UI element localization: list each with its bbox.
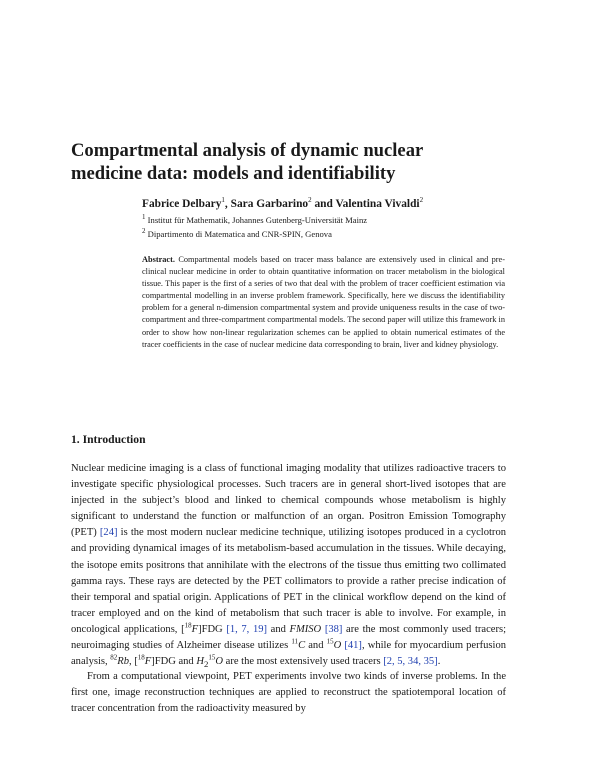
author-separator: , <box>224 197 231 210</box>
affiliation-mark: 1 <box>221 196 225 204</box>
text-run: ]FDG and <box>151 656 197 668</box>
author-name: Valentina Vivaldi <box>335 197 420 210</box>
intro-paragraph <box>71 461 506 672</box>
affiliation <box>142 227 332 239</box>
citation-link[interactable]: [38] <box>324 623 343 635</box>
element-symbol: Rb <box>117 656 129 668</box>
paper-title: Compartmental analysis of dynamic nuclear medicine data: models and identifiability <box>71 140 423 184</box>
author-name: Fabrice Delbary <box>142 197 222 210</box>
citation-link[interactable]: [2, 5, 34, 35] <box>383 656 438 668</box>
text-run: are the most extensively used tracers <box>223 656 384 668</box>
element-symbol: H <box>196 656 204 668</box>
author-name: Sara Garbarino <box>230 197 309 210</box>
text-run: . <box>437 656 441 668</box>
citation-link[interactable]: [41] <box>344 640 362 652</box>
citation-link[interactable]: [24] <box>99 527 118 539</box>
abstract-label: Abstract. <box>142 255 175 264</box>
intro-paragraph-2: From a computational viewpoint, PET experiments involve two kinds of inverse problems. In the first one, image reconstruction techniques are applied to reconstruct the spatiotemporal location of tracer concentration from the radioactivity measured by <box>71 671 506 715</box>
abstract-text: Compartmental models based on tracer mass balance are extensively used in clinical and pre-clinical nuclear medicine in order to obtain quantitative information on tracer metabolism in the biological tissue. This paper is the first of a series of two that deal with the problem of tracer coefficient estimation via compartmental modelling in an inverse problem framework. Specifically, here we discuss the identifiability problem for a general n-dimension compartmental system and provide uniqueness results in the case of two-compartment and three-compartment compartmental models. The second paper will utilize this framework in order to show how non-linear regularization schemes can be applied to obtain numerical estimates of the tracer coefficients in the case of nuclear medicine data corresponding to brain, liver and kidney physiology. <box>142 255 505 349</box>
text-run: is the most modern nuclear medicine technique, utilizing isotopes produced in a cyclotron and providing dynamical images of its metabolism-based accumulation in the tissues. While decaying, the isotope emits positrons that annihilate with the electrons of the tissue thus emitting two collimated gamma rays. These rays are detected by the PET collimators to provide a rather precise indication of their temporal and spatial origin. Applications of PET in the clinical workflow depend on the kind of tracer employed and on the kind of metabolism that such tracer is able to involve. For example, in oncological applications, [ <box>71 527 506 635</box>
text-run: , while for myocardium perfusion analysis, <box>71 640 506 668</box>
affiliation <box>142 213 367 225</box>
affiliation-text: Institut für Mathematik, Johannes Gutenberg-Universität Mainz <box>147 214 368 225</box>
text-run: and <box>305 640 327 652</box>
author-list <box>142 196 423 210</box>
element-symbol: F <box>191 623 199 635</box>
affiliation-mark: 2 <box>142 227 146 235</box>
affiliation-mark: 2 <box>308 196 312 204</box>
citation-link[interactable]: [1, 7, 19] <box>226 623 268 635</box>
text-run: ]FDG <box>198 623 227 635</box>
author-separator: and <box>311 197 336 210</box>
affiliation-mark: 1 <box>142 213 146 221</box>
isotope-mass: 18 <box>184 621 192 630</box>
text-run: Nuclear medicine imaging is a class of functional imaging modality that utilizes radioactive tracers to investigate specific physiological processes. Such tracers are in general short-lived isotopes that are injected in the subject’s blood and linked to chemical compounds whose metabolism is highly significant to understand the function or malfunction of an organ. Positron Emission Tomography (PET) <box>71 463 506 539</box>
tracer-name: FMISO <box>289 623 322 635</box>
text-run: and <box>267 623 290 635</box>
element-symbol: F <box>144 656 152 668</box>
element-symbol: C <box>298 640 306 652</box>
subscript: 2 <box>203 659 209 670</box>
section-heading: 1. Introduction <box>71 433 146 446</box>
isotope-mass: 11 <box>291 637 299 646</box>
isotope-mass: 18 <box>137 653 145 662</box>
element-symbol: O <box>333 640 342 652</box>
element-symbol: O <box>215 656 223 668</box>
affiliation-text: Dipartimento di Matematica and CNR-SPIN, Genova <box>147 228 332 239</box>
text-run: are the most commonly used tracers; neuroimaging studies of Alzheimer disease utilizes <box>71 623 507 652</box>
isotope-mass: 15 <box>208 653 216 662</box>
text-run: , [ <box>128 656 138 668</box>
isotope-mass: 82 <box>110 653 118 662</box>
abstract <box>142 254 505 351</box>
affiliation-mark: 2 <box>419 196 424 204</box>
isotope-mass: 15 <box>326 637 334 646</box>
